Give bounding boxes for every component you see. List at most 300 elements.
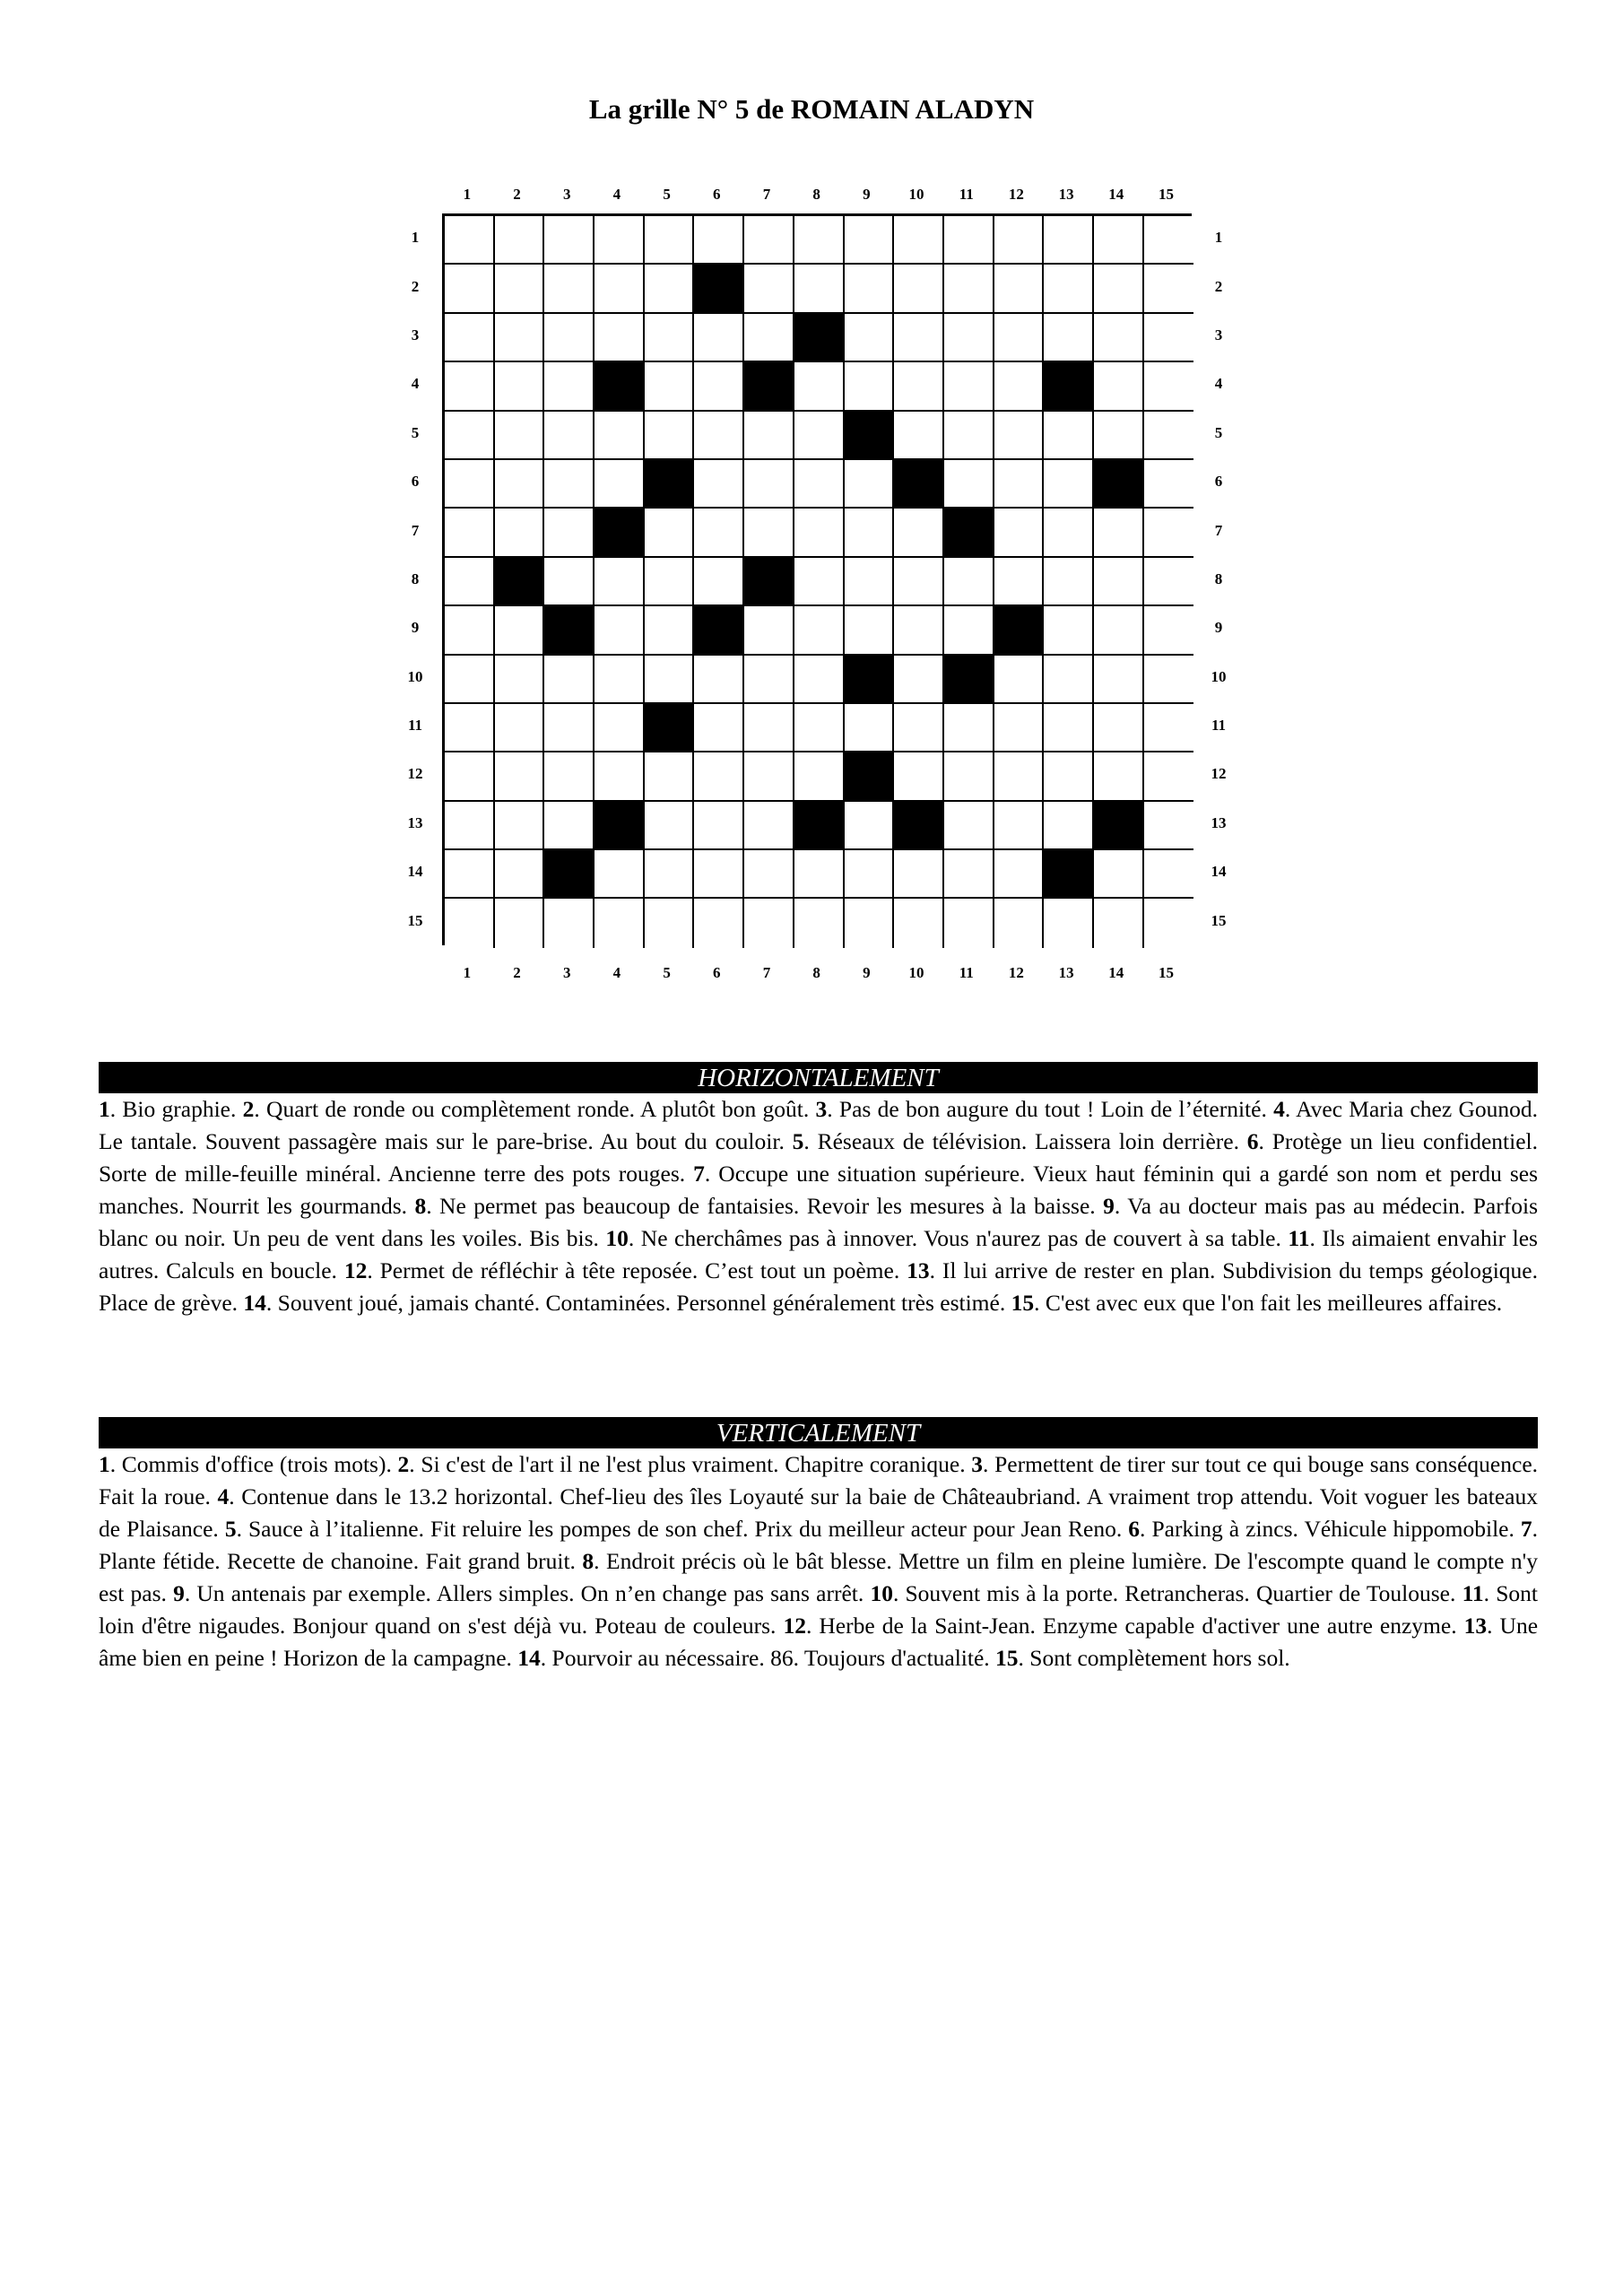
black-cell	[694, 606, 744, 655]
row-number: 6	[411, 473, 420, 491]
column-number: 5	[663, 964, 671, 981]
row-number: 1	[1214, 229, 1223, 247]
grid-cell[interactable]	[1044, 656, 1094, 704]
grid-cell[interactable]	[894, 704, 944, 752]
grid-cell[interactable]	[645, 412, 695, 460]
grid-cell[interactable]	[445, 704, 495, 752]
grid-cell[interactable]	[944, 362, 994, 411]
grid-cell[interactable]	[894, 509, 944, 557]
grid-cell[interactable]	[994, 752, 1045, 801]
grid-cell[interactable]	[845, 362, 895, 411]
grid-cell[interactable]	[445, 802, 495, 850]
row-number: 12	[407, 765, 423, 783]
column-number: 2	[513, 964, 521, 981]
grid-cell[interactable]	[944, 850, 994, 899]
grid-cell[interactable]	[944, 558, 994, 606]
grid-cell[interactable]	[894, 216, 944, 265]
clue-text: . Plante fétide. Recette de chanoine. Fait grand bruit.	[99, 1516, 1539, 1574]
grid-cell[interactable]	[445, 509, 495, 557]
grid-cell[interactable]	[944, 216, 994, 265]
row-number: 9	[411, 619, 420, 637]
row-number: 15	[407, 911, 423, 929]
column-number: 8	[812, 186, 820, 203]
clue-number: 13	[1463, 1613, 1488, 1639]
grid-cell[interactable]	[994, 314, 1045, 362]
grid-cell[interactable]	[794, 850, 845, 899]
grid-cell[interactable]	[994, 899, 1045, 947]
clue-text: . Endroit précis où le bât blesse. Mettre un film en pleine lumière. De l'escompte quand le compte n'y est pas.	[99, 1548, 1538, 1606]
grid-cell[interactable]	[1094, 314, 1144, 362]
grid-cell[interactable]	[944, 606, 994, 655]
grid-cell[interactable]	[645, 362, 695, 411]
black-cell	[894, 460, 944, 509]
grid-cell[interactable]	[645, 656, 695, 704]
grid-cell[interactable]	[1094, 265, 1144, 313]
grid-cell[interactable]	[1144, 314, 1194, 362]
grid-cell[interactable]	[645, 899, 695, 947]
grid-cell[interactable]	[694, 314, 744, 362]
black-cell	[1044, 850, 1094, 899]
column-number: 5	[663, 186, 671, 203]
grid-cell[interactable]	[1044, 314, 1094, 362]
grid-cell[interactable]	[595, 216, 645, 265]
grid-cell[interactable]	[694, 899, 744, 947]
grid-cell[interactable]	[1044, 802, 1094, 850]
grid-cell[interactable]	[894, 850, 944, 899]
grid-cell[interactable]	[1044, 509, 1094, 557]
grid-cell[interactable]	[1044, 216, 1094, 265]
grid-cell[interactable]	[495, 802, 545, 850]
grid-cell[interactable]	[794, 216, 845, 265]
grid-cell[interactable]	[944, 314, 994, 362]
grid-cell[interactable]	[445, 752, 495, 801]
grid-cell[interactable]	[1094, 509, 1144, 557]
black-cell	[845, 412, 895, 460]
grid-cell[interactable]	[845, 509, 895, 557]
black-cell	[595, 802, 645, 850]
clue-number: 14	[517, 1645, 541, 1671]
column-number: 14	[1108, 186, 1124, 203]
grid-cell[interactable]	[445, 265, 495, 313]
column-number: 10	[908, 186, 924, 203]
grid-cell[interactable]	[694, 656, 744, 704]
black-cell	[1094, 802, 1144, 850]
column-number: 1	[463, 186, 472, 203]
black-cell	[845, 752, 895, 801]
grid-cell[interactable]	[645, 509, 695, 557]
column-number: 6	[713, 186, 721, 203]
grid-cell[interactable]	[495, 412, 545, 460]
clue-number: 8	[414, 1193, 427, 1219]
grid-cell[interactable]	[744, 509, 794, 557]
clue-number: 15	[995, 1645, 1019, 1671]
column-number: 14	[1108, 964, 1124, 981]
row-number: 4	[1214, 375, 1223, 393]
grid-cell[interactable]	[544, 412, 595, 460]
grid-cell[interactable]	[445, 412, 495, 460]
grid-cell[interactable]	[595, 656, 645, 704]
grid-cell[interactable]	[845, 558, 895, 606]
grid-cell[interactable]	[794, 606, 845, 655]
grid-cell[interactable]	[794, 558, 845, 606]
row-number: 9	[1214, 619, 1223, 637]
grid-cell[interactable]	[645, 216, 695, 265]
column-number: 13	[1058, 964, 1074, 981]
grid-cell[interactable]	[944, 265, 994, 313]
grid-cell[interactable]	[445, 362, 495, 411]
grid-cell[interactable]	[645, 265, 695, 313]
grid-cell[interactable]	[845, 704, 895, 752]
clue-text: . Il lui arrive de rester en plan. Subdivision du temps géologique. Place de grève.	[99, 1257, 1538, 1316]
column-number: 9	[863, 964, 871, 981]
clue-text: . C'est avec eux que l'on fait les meilleures affaires.	[1034, 1290, 1503, 1316]
black-cell	[894, 802, 944, 850]
grid-cell[interactable]	[1144, 606, 1194, 655]
grid-cell[interactable]	[1144, 752, 1194, 801]
grid-cell[interactable]	[744, 314, 794, 362]
black-cell	[645, 460, 695, 509]
grid-cell[interactable]	[944, 752, 994, 801]
grid-cell[interactable]	[1144, 558, 1194, 606]
grid-cell[interactable]	[694, 752, 744, 801]
grid-cell[interactable]	[544, 314, 595, 362]
grid-cell[interactable]	[694, 704, 744, 752]
grid-cell[interactable]	[544, 704, 595, 752]
grid-cell[interactable]	[845, 460, 895, 509]
row-number: 14	[1211, 863, 1227, 881]
crossword-grid-container	[442, 213, 1192, 963]
horizontal-heading: HORIZONTALEMENT	[99, 1062, 1538, 1093]
column-number: 10	[908, 964, 924, 981]
vertical-clues	[99, 1448, 1538, 1674]
grid-cell[interactable]	[994, 265, 1045, 313]
clue-number: 11	[1462, 1580, 1484, 1606]
grid-cell[interactable]	[495, 899, 545, 947]
grid-cell[interactable]	[1044, 558, 1094, 606]
grid-cell[interactable]	[645, 752, 695, 801]
row-number: 11	[1211, 717, 1227, 735]
grid-cell[interactable]	[944, 460, 994, 509]
clue-text: . Sont loin d'être nigaudes. Bonjour quand on s'est déjà vu. Poteau de couleurs.	[99, 1580, 1538, 1639]
grid-cell[interactable]	[544, 509, 595, 557]
grid-cell[interactable]	[744, 412, 794, 460]
grid-cell[interactable]	[495, 265, 545, 313]
black-cell	[845, 656, 895, 704]
grid-cell[interactable]	[1144, 216, 1194, 265]
grid-cell[interactable]	[794, 704, 845, 752]
column-number: 4	[612, 964, 621, 981]
clue-number: 7	[1520, 1516, 1532, 1542]
grid-cell[interactable]	[1144, 362, 1194, 411]
horizontal-clues	[99, 1093, 1538, 1319]
clue-number: 11	[1288, 1225, 1310, 1251]
grid-cell[interactable]	[1044, 265, 1094, 313]
black-cell	[1044, 362, 1094, 411]
grid-cell[interactable]	[694, 460, 744, 509]
black-cell	[495, 558, 545, 606]
grid-cell[interactable]	[445, 899, 495, 947]
grid-cell[interactable]	[894, 362, 944, 411]
grid-cell[interactable]	[1094, 558, 1144, 606]
clue-text: . Quart de ronde ou complètement ronde. A plutôt bon goût.	[254, 1096, 816, 1122]
grid-cell[interactable]	[445, 314, 495, 362]
grid-cell[interactable]	[1044, 606, 1094, 655]
grid-cell[interactable]	[645, 802, 695, 850]
clue-number: 5	[792, 1128, 804, 1154]
clue-text: . Protège un lieu confidentiel. Sorte de mille-feuille minéral. Ancienne terre des pots rouges.	[99, 1128, 1538, 1187]
grid-cell[interactable]	[994, 216, 1045, 265]
clue-number: 10	[870, 1580, 893, 1606]
row-number: 1	[411, 229, 420, 247]
clue-number: 10	[605, 1225, 629, 1251]
grid-cell[interactable]	[694, 509, 744, 557]
black-cell	[694, 265, 744, 313]
grid-cell[interactable]	[794, 752, 845, 801]
grid-cell[interactable]	[445, 656, 495, 704]
grid-cell[interactable]	[495, 216, 545, 265]
grid-cell[interactable]	[894, 265, 944, 313]
row-number: 3	[1214, 326, 1223, 344]
grid-cell[interactable]	[944, 899, 994, 947]
clue-number: 12	[343, 1257, 368, 1283]
grid-cell[interactable]	[1044, 412, 1094, 460]
grid-cell[interactable]	[1144, 802, 1194, 850]
grid-cell[interactable]	[744, 460, 794, 509]
grid-cell[interactable]	[1094, 656, 1144, 704]
black-cell	[744, 362, 794, 411]
grid-cell[interactable]	[994, 802, 1045, 850]
grid-cell[interactable]	[845, 802, 895, 850]
grid-cell[interactable]	[445, 606, 495, 655]
grid-cell[interactable]	[794, 362, 845, 411]
grid-cell[interactable]	[744, 216, 794, 265]
clue-text: . Sont complètement hors sol.	[1018, 1645, 1290, 1671]
clue-text: . Un antenais par exemple. Allers simples. On n’en change pas sans arrêt.	[184, 1580, 871, 1606]
grid-cell[interactable]	[495, 314, 545, 362]
grid-cell[interactable]	[744, 656, 794, 704]
grid-cell[interactable]	[694, 802, 744, 850]
grid-cell[interactable]	[994, 558, 1045, 606]
grid-cell[interactable]	[794, 460, 845, 509]
column-number: 2	[513, 186, 521, 203]
row-numbers-left	[402, 213, 429, 945]
grid-cell[interactable]	[1144, 460, 1194, 509]
grid-cell[interactable]	[944, 802, 994, 850]
clue-text: . Ils aimaient envahir les autres. Calculs en boucle.	[99, 1225, 1538, 1283]
column-number: 11	[959, 186, 974, 203]
grid-cell[interactable]	[495, 704, 545, 752]
grid-cell[interactable]	[495, 752, 545, 801]
grid-cell[interactable]	[794, 265, 845, 313]
grid-cell[interactable]	[645, 850, 695, 899]
clue-number: 1	[99, 1096, 110, 1122]
grid-cell[interactable]	[495, 509, 545, 557]
black-cell	[544, 850, 595, 899]
grid-cell[interactable]	[495, 656, 545, 704]
grid-cell[interactable]	[445, 216, 495, 265]
grid-cell[interactable]	[544, 899, 595, 947]
grid-cell[interactable]	[1144, 899, 1194, 947]
grid-cell[interactable]	[845, 265, 895, 313]
grid-cell[interactable]	[1094, 899, 1144, 947]
grid-cell[interactable]	[595, 265, 645, 313]
grid-cell[interactable]	[694, 362, 744, 411]
grid-cell[interactable]	[1144, 412, 1194, 460]
clue-number: 13	[907, 1257, 930, 1283]
column-number: 7	[762, 964, 771, 981]
row-number: 2	[1214, 277, 1223, 295]
clue-number: 4	[1273, 1096, 1285, 1122]
grid-cell[interactable]	[894, 558, 944, 606]
grid-cell[interactable]	[595, 899, 645, 947]
grid-cell[interactable]	[1094, 412, 1144, 460]
clue-number: 1	[99, 1451, 110, 1477]
grid-cell[interactable]	[595, 704, 645, 752]
grid-cell[interactable]	[694, 412, 744, 460]
grid-cell[interactable]	[994, 704, 1045, 752]
grid-cell[interactable]	[495, 850, 545, 899]
grid-cell[interactable]	[1094, 704, 1144, 752]
grid-cell[interactable]	[595, 314, 645, 362]
grid-cell[interactable]	[645, 606, 695, 655]
grid-cell[interactable]	[744, 606, 794, 655]
grid-cell[interactable]	[845, 314, 895, 362]
grid-cell[interactable]	[744, 802, 794, 850]
clue-number: 9	[1103, 1193, 1115, 1219]
grid-cell[interactable]	[1144, 509, 1194, 557]
grid-cell[interactable]	[595, 752, 645, 801]
grid-cell[interactable]	[845, 850, 895, 899]
black-cell	[645, 704, 695, 752]
grid-cell[interactable]	[1094, 216, 1144, 265]
grid-cell[interactable]	[544, 362, 595, 411]
grid-cell[interactable]	[994, 509, 1045, 557]
grid-cell[interactable]	[994, 850, 1045, 899]
grid-cell[interactable]	[744, 265, 794, 313]
grid-cell[interactable]	[794, 656, 845, 704]
grid-cell[interactable]	[495, 460, 545, 509]
grid-cell[interactable]	[445, 850, 495, 899]
grid-cell[interactable]	[1144, 265, 1194, 313]
grid-cell[interactable]	[595, 606, 645, 655]
grid-cell[interactable]	[495, 606, 545, 655]
grid-cell[interactable]	[994, 656, 1045, 704]
grid-cell[interactable]	[694, 558, 744, 606]
black-cell	[544, 606, 595, 655]
grid-cell[interactable]	[544, 752, 595, 801]
grid-cell[interactable]	[744, 850, 794, 899]
grid-cell[interactable]	[845, 899, 895, 947]
grid-cell[interactable]	[1044, 704, 1094, 752]
column-number: 3	[562, 964, 571, 981]
grid-cell[interactable]	[544, 216, 595, 265]
clue-text: . Souvent joué, jamais chanté. Contaminées. Personnel généralement très estimé.	[265, 1290, 1011, 1316]
grid-cell[interactable]	[894, 656, 944, 704]
grid-cell[interactable]	[544, 460, 595, 509]
grid-cell[interactable]	[445, 460, 495, 509]
grid-cell[interactable]	[595, 558, 645, 606]
clue-text: . Permet de réfléchir à tête reposée. C’est tout un poème.	[367, 1257, 907, 1283]
clue-number: 8	[582, 1548, 595, 1574]
grid-cell[interactable]	[544, 265, 595, 313]
grid-cell[interactable]	[694, 850, 744, 899]
grid-cell[interactable]	[544, 656, 595, 704]
grid-cell[interactable]	[694, 216, 744, 265]
grid-cell[interactable]	[994, 362, 1045, 411]
clue-number: 14	[243, 1290, 266, 1316]
clue-number: 7	[693, 1161, 705, 1187]
grid-cell[interactable]	[794, 412, 845, 460]
row-number: 15	[1211, 911, 1227, 929]
row-number: 8	[1214, 570, 1223, 587]
grid-cell[interactable]	[595, 850, 645, 899]
grid-cell[interactable]	[744, 704, 794, 752]
grid-cell[interactable]	[1094, 850, 1144, 899]
row-number: 10	[407, 667, 423, 685]
grid-cell[interactable]	[1144, 656, 1194, 704]
black-cell	[994, 606, 1045, 655]
grid-cell[interactable]	[894, 606, 944, 655]
grid-cell[interactable]	[794, 509, 845, 557]
grid-cell[interactable]	[794, 899, 845, 947]
grid-cell[interactable]	[845, 606, 895, 655]
grid-cell[interactable]	[544, 558, 595, 606]
clue-text: . Souvent mis à la porte. Retrancheras. Quartier de Toulouse.	[892, 1580, 1462, 1606]
grid-cell[interactable]	[1044, 899, 1094, 947]
grid-cell[interactable]	[845, 216, 895, 265]
grid-cell[interactable]	[744, 899, 794, 947]
clue-text: . Sauce à l’italienne. Fit reluire les pompes de son chef. Prix du meilleur acteur pour Jean Reno.	[236, 1516, 1129, 1542]
grid-cell[interactable]	[1044, 752, 1094, 801]
clue-text: . Parking à zincs. Véhicule hippomobile.	[1140, 1516, 1521, 1542]
grid-cell[interactable]	[1144, 850, 1194, 899]
clue-text: . Bio graphie.	[109, 1096, 243, 1122]
grid-cell[interactable]	[894, 899, 944, 947]
grid-cell[interactable]	[944, 704, 994, 752]
grid-cell[interactable]	[994, 460, 1045, 509]
clue-number: 4	[217, 1483, 230, 1509]
grid-cell[interactable]	[595, 412, 645, 460]
grid-cell[interactable]	[1094, 752, 1144, 801]
grid-cell[interactable]	[645, 558, 695, 606]
column-number: 15	[1158, 964, 1174, 981]
clue-text: . Réseaux de télévision. Laissera loin derrière.	[803, 1128, 1247, 1154]
grid-cell[interactable]	[495, 362, 545, 411]
clue-text: . Occupe une situation supérieure. Vieux haut féminin qui a gardé son nom et perdu ses manches. Nourrit les gourmands.	[99, 1161, 1538, 1219]
column-number: 15	[1158, 186, 1174, 203]
grid-cell[interactable]	[1094, 606, 1144, 655]
grid-cell[interactable]	[894, 314, 944, 362]
grid-cell[interactable]	[595, 460, 645, 509]
grid-cell[interactable]	[544, 802, 595, 850]
grid-cell[interactable]	[1044, 460, 1094, 509]
grid-cell[interactable]	[1144, 704, 1194, 752]
grid-cell[interactable]	[894, 412, 944, 460]
grid-cell[interactable]	[994, 412, 1045, 460]
clue-text: . Ne permet pas beaucoup de fantaisies. Revoir les mesures à la baisse.	[426, 1193, 1104, 1219]
clue-number: 15	[1011, 1290, 1035, 1316]
grid-cell[interactable]	[445, 558, 495, 606]
black-cell	[794, 314, 845, 362]
column-number: 13	[1058, 186, 1074, 203]
row-number: 14	[407, 863, 423, 881]
grid-cell[interactable]	[1094, 362, 1144, 411]
clue-text: . Contenue dans le 13.2 horizontal. Chef-lieu des îles Loyauté sur la baie de Châteaubriand. A vraiment trop attendu. Voit voguer les bateaux de Plaisance.	[99, 1483, 1538, 1542]
grid-cell[interactable]	[645, 314, 695, 362]
grid-cell[interactable]	[944, 412, 994, 460]
grid-cell[interactable]	[744, 752, 794, 801]
grid-cell[interactable]	[894, 752, 944, 801]
